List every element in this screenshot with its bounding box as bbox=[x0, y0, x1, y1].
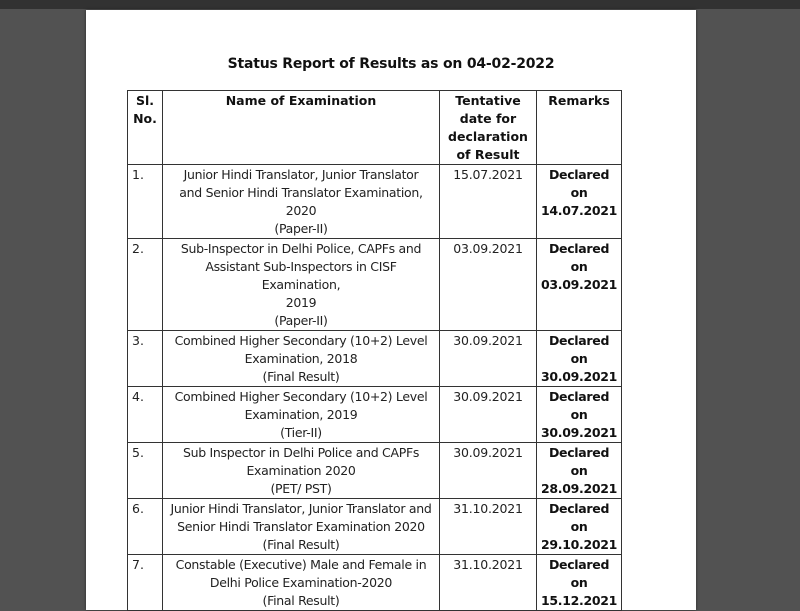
exam-name-line: Combined Higher Secondary (10+2) Level bbox=[174, 389, 428, 404]
header-remarks: Remarks bbox=[537, 91, 622, 165]
cell-remarks bbox=[537, 165, 622, 239]
cell-remarks bbox=[537, 387, 622, 443]
cell-sl-no: 6. bbox=[128, 499, 163, 555]
remarks-line: Declared on bbox=[548, 501, 610, 534]
cell-sl-no: 5. bbox=[128, 443, 163, 499]
cell-exam-name bbox=[163, 555, 440, 611]
exam-name-line: Junior Hindi Translator, Junior Translator and bbox=[170, 501, 432, 516]
exam-name-line: (PET/ PST) bbox=[270, 481, 332, 496]
document-page bbox=[86, 10, 696, 610]
cell-tentative-date: 30.09.2021 bbox=[440, 443, 537, 499]
table-row bbox=[128, 387, 622, 443]
table-row bbox=[128, 555, 622, 611]
remarks-line: Declared on bbox=[548, 389, 610, 422]
remarks-line: 15.12.2021 bbox=[541, 593, 618, 608]
table-row bbox=[128, 443, 622, 499]
cell-tentative-date: 03.09.2021 bbox=[440, 239, 537, 331]
cell-tentative-date: 30.09.2021 bbox=[440, 331, 537, 387]
remarks-line: 30.09.2021 bbox=[541, 425, 618, 440]
exam-name-line: (Final Result) bbox=[262, 593, 340, 608]
remarks-line: Declared on bbox=[548, 167, 610, 200]
cell-tentative-date: 31.10.2021 bbox=[440, 555, 537, 611]
table-row bbox=[128, 331, 622, 387]
table-row bbox=[128, 165, 622, 239]
exam-name-line: Sub Inspector in Delhi Police and CAPFs bbox=[182, 445, 420, 460]
cell-remarks bbox=[537, 443, 622, 499]
exam-name-line: Constable (Executive) Male and Female in bbox=[175, 557, 427, 572]
cell-remarks bbox=[537, 331, 622, 387]
remarks-line: 03.09.2021 bbox=[541, 277, 618, 292]
remarks-line: Declared on bbox=[548, 445, 610, 478]
exam-name-line: Delhi Police Examination-2020 bbox=[209, 575, 393, 590]
remarks-line: 14.07.2021 bbox=[541, 203, 618, 218]
exam-name-line: and Senior Hindi Translator Examination, 2020 bbox=[179, 185, 423, 218]
exam-name-line: (Paper-II) bbox=[274, 313, 328, 328]
header-exam-name: Name of Examination bbox=[163, 91, 440, 165]
remarks-line: Declared on bbox=[548, 333, 610, 366]
cell-sl-no: 4. bbox=[128, 387, 163, 443]
cell-exam-name bbox=[163, 499, 440, 555]
cell-sl-no: 7. bbox=[128, 555, 163, 611]
exam-name-line: Combined Higher Secondary (10+2) Level bbox=[174, 333, 428, 348]
remarks-line: 29.10.2021 bbox=[541, 537, 618, 552]
cell-tentative-date: 30.09.2021 bbox=[440, 387, 537, 443]
header-tentative-date: Tentative date for declaration of Result bbox=[440, 91, 537, 165]
cell-sl-no: 2. bbox=[128, 239, 163, 331]
table-row bbox=[128, 239, 622, 331]
cell-sl-no: 3. bbox=[128, 331, 163, 387]
document-title: Status Report of Results as on 04-02-2022 bbox=[227, 56, 555, 72]
cell-remarks bbox=[537, 499, 622, 555]
remarks-line: 30.09.2021 bbox=[541, 369, 618, 384]
remarks-line: Declared on bbox=[548, 241, 610, 274]
exam-name-line: (Paper-II) bbox=[274, 221, 328, 236]
cell-exam-name bbox=[163, 443, 440, 499]
cell-remarks bbox=[537, 555, 622, 611]
exam-name-line: Examination 2020 bbox=[246, 463, 356, 478]
exam-name-line: 2019 bbox=[285, 295, 317, 310]
exam-name-line: Senior Hindi Translator Examination 2020 bbox=[177, 519, 425, 534]
exam-name-line: Junior Hindi Translator, Junior Translator bbox=[183, 167, 419, 182]
cell-sl-no: 1. bbox=[128, 165, 163, 239]
cell-exam-name bbox=[163, 387, 440, 443]
results-status-table bbox=[127, 90, 622, 611]
table-row bbox=[128, 499, 622, 555]
cell-tentative-date: 31.10.2021 bbox=[440, 499, 537, 555]
table-body bbox=[128, 165, 622, 611]
exam-name-line: Examination, 2019 bbox=[244, 407, 358, 422]
exam-name-line: Assistant Sub-Inspectors in CISF Examination, bbox=[205, 259, 397, 292]
cell-remarks bbox=[537, 239, 622, 331]
header-sl-no: Sl. No. bbox=[128, 91, 163, 165]
cell-tentative-date: 15.07.2021 bbox=[440, 165, 537, 239]
cell-exam-name bbox=[163, 331, 440, 387]
exam-name-line: Examination, 2018 bbox=[244, 351, 358, 366]
exam-name-line: (Tier-II) bbox=[280, 425, 322, 440]
exam-name-line: (Final Result) bbox=[262, 537, 340, 552]
viewer-toolbar bbox=[0, 0, 800, 9]
cell-exam-name bbox=[163, 239, 440, 331]
exam-name-line: Sub-Inspector in Delhi Police, CAPFs and bbox=[180, 241, 422, 256]
exam-name-line: (Final Result) bbox=[262, 369, 340, 384]
cell-exam-name bbox=[163, 165, 440, 239]
remarks-line: Declared on bbox=[548, 557, 610, 590]
remarks-line: 28.09.2021 bbox=[541, 481, 618, 496]
table-header-row bbox=[128, 91, 622, 165]
